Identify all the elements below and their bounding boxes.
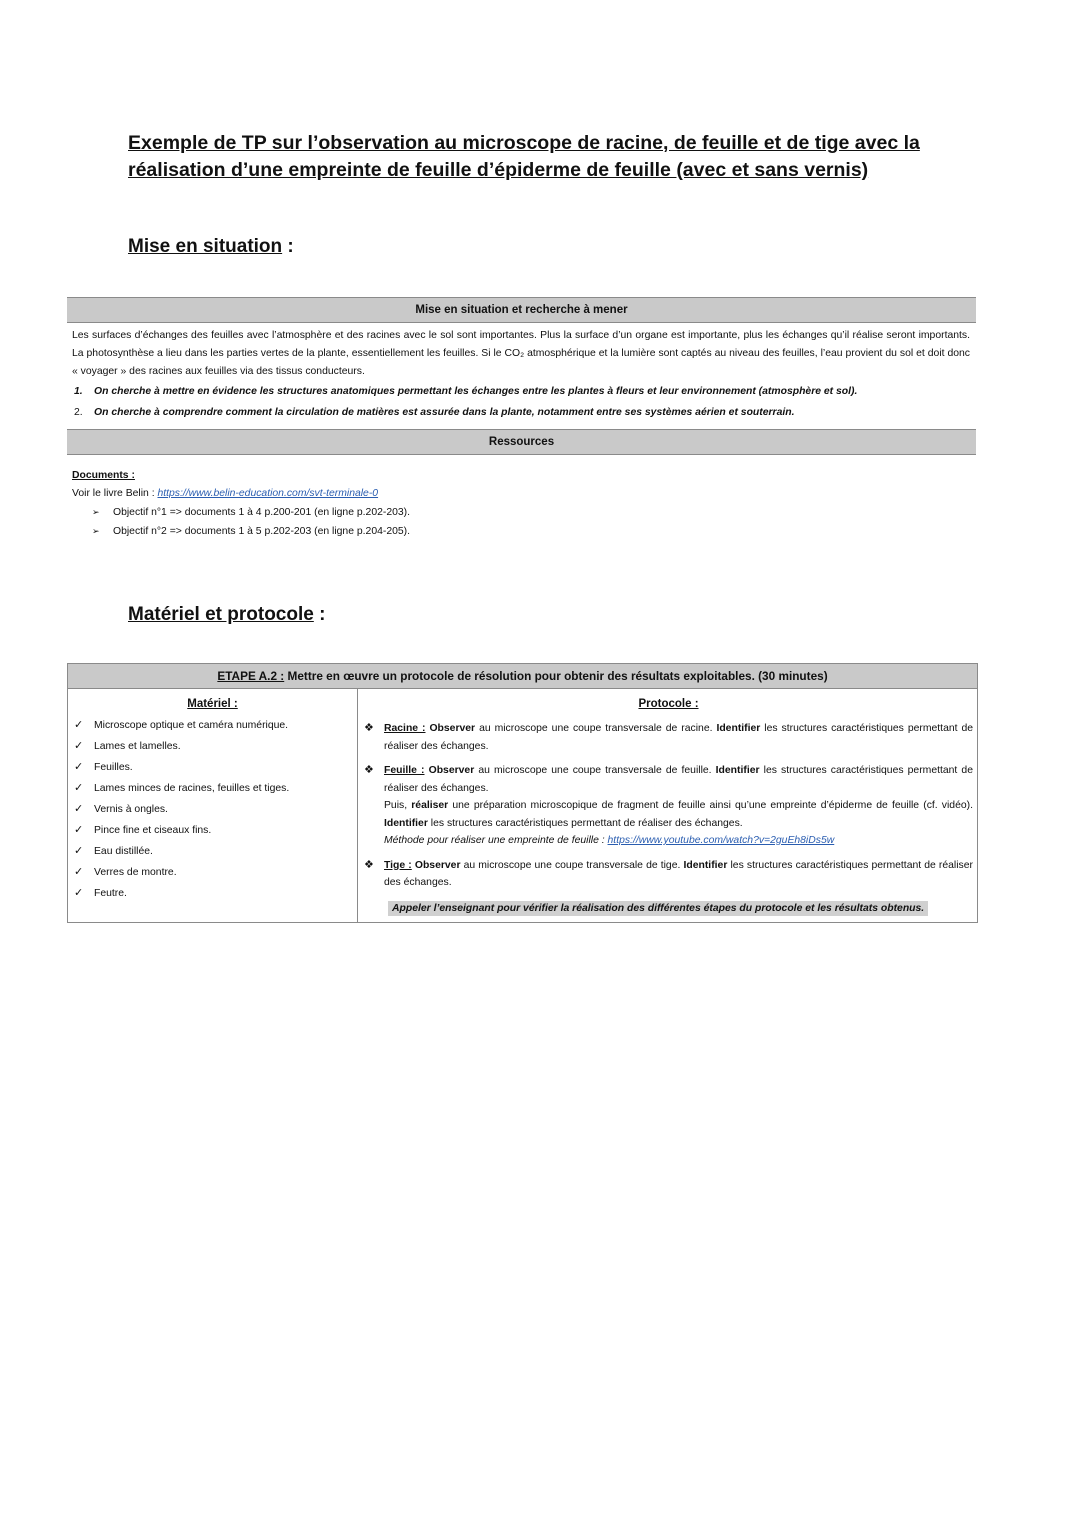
youtube-link[interactable]: https://www.youtube.com/watch?v=2guEh8iDs5w	[607, 835, 835, 846]
materiel-item: ✓ Lames minces de racines, feuilles et tiges.	[74, 778, 357, 799]
situation-header: Mise en situation et recherche à mener	[67, 297, 976, 323]
objective-item: ➢ Objectif n°2 => documents 1 à 5 p.202-203 (en ligne p.204-205).	[72, 522, 976, 541]
situation-box	[67, 297, 976, 541]
step-header: ETAPE A.2 : Mettre en œuvre un protocole de résolution pour obtenir des résultats exploitables. (30 minutes)	[68, 663, 977, 689]
protocole-feuille: ❖ Feuille : Observer au microscope une coupe transversale de feuille. Identifier les structures caractéristiques permettant de réaliser des échanges. Puis, réaliser une préparation microscopique de fragment de feuille ainsi qu’une empreinte d’épiderme de feuille (cf. vidéo). Identifier les structures caractéristiques permettant de réaliser des échanges. Méthode pour réaliser une empreinte de feuille : https://www.youtube.com/watch?v=2guEh8iDs5w	[364, 762, 973, 850]
materiel-item: ✓ Vernis à ongles.	[74, 799, 357, 820]
materiel-item: ✓ Feuilles.	[74, 757, 357, 778]
documents-label: Documents :	[72, 470, 135, 481]
materiel-item: ✓ Lames et lamelles.	[74, 736, 357, 757]
materiel-item: ✓ Verres de montre.	[74, 862, 357, 883]
goal-item: 1. On cherche à mettre en évidence les structures anatomiques permettant les échanges entre les plantes à fleurs et leur environnement (atmosphère et sol).	[74, 386, 858, 397]
objective-item: ➢ Objectif n°1 => documents 1 à 4 p.200-201 (en ligne p.202-203).	[72, 503, 976, 522]
page-title: Exemple de TP sur l’observation au microscope de racine, de feuille et de tige avec la réalisation d’une empreinte de feuille d’épiderme de feuille (avec et sans vernis)	[128, 132, 920, 181]
check-icon: ✓	[74, 719, 84, 731]
protocole-tige: ❖ Tige : Observer au microscope une coupe transversale de tige. Identifier les structures caractéristiques permettant de réaliser des échanges.	[364, 857, 973, 892]
protocole-column	[358, 689, 977, 922]
materiel-item: ✓ Microscope optique et caméra numérique.	[74, 715, 357, 736]
arrow-bullet-icon: ➢	[92, 507, 100, 517]
book-line: Voir le livre Belin : https://www.belin-education.com/svt-terminale-0	[72, 488, 379, 499]
step-box	[67, 663, 978, 923]
belin-link[interactable]: https://www.belin-education.com/svt-terminale-0	[157, 488, 379, 499]
protocole-header: Protocole :	[638, 698, 699, 710]
check-icon: ✓	[74, 782, 84, 794]
materiel-item: ✓ Eau distillée.	[74, 841, 357, 862]
materiel-list	[68, 715, 357, 904]
check-icon: ✓	[74, 845, 84, 857]
check-icon: ✓	[74, 761, 84, 773]
goal-item: 2. On cherche à comprendre comment la circulation de matières est assurée dans la plante, notamment entre ses systèmes aérien et souterrain.	[74, 407, 795, 418]
section-title-situation: Mise en situation :	[128, 236, 294, 257]
materiel-item: ✓ Pince fine et ciseaux fins.	[74, 820, 357, 841]
diamond-bullet-icon: ❖	[364, 764, 374, 776]
diamond-bullet-icon: ❖	[364, 722, 374, 734]
situation-paragraph: Les surfaces d’échanges des feuilles avec l’atmosphère et des racines avec le sol sont importantes. Plus la surface d’un organe est importante, plus les échanges qu’il réalise seront importants. La photosynthèse a lieu dans les parties vertes de la plante, essentiellement les feuilles. Si le CO₂ atmosphérique et la lumière sont captés au niveau des feuilles, l’eau provient du sol et doit donc « voyager » des racines aux feuilles via des tissus conducteurs.	[72, 330, 970, 377]
diamond-bullet-icon: ❖	[364, 858, 374, 871]
protocole-racine: ❖ Racine : Observer au microscope une coupe transversale de racine. Identifier les structures caractéristiques permettant de réaliser des échanges.	[364, 720, 973, 755]
teacher-callout: Appeler l’enseignant pour vérifier la réalisation des différentes étapes du protocole et les résultats obtenus.	[388, 901, 928, 916]
section-title-materiel: Matériel et protocole :	[128, 604, 326, 625]
arrow-bullet-icon: ➢	[92, 526, 100, 536]
check-icon: ✓	[74, 803, 84, 815]
check-icon: ✓	[74, 866, 84, 878]
resources-header: Ressources	[67, 429, 976, 455]
check-icon: ✓	[74, 740, 84, 752]
documents-block	[67, 455, 976, 541]
check-icon: ✓	[74, 887, 84, 899]
materiel-header: Matériel :	[187, 698, 238, 710]
materiel-item: ✓ Feutre.	[74, 883, 357, 904]
check-icon: ✓	[74, 824, 84, 836]
materiel-column	[68, 689, 358, 922]
